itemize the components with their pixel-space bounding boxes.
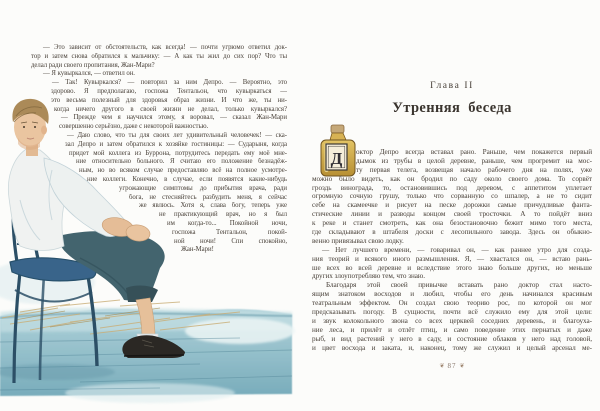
text-line: ние коллеги. Конечно, в случае, если появятся какие-нибудь	[87, 175, 287, 183]
text-line: здорово. Я предполагаю, госпожа Тентальон, что кувыркаться —	[51, 87, 287, 95]
text-line: бога, не стесняйтесь разбудить меня, я сейчас	[129, 193, 287, 201]
text-line: — Так! Кувыркался? — повторил за ним Депро. — Вероятно, это	[52, 79, 287, 87]
text-line: совершенно серьёзно, даже с некоторой важностью.	[59, 123, 209, 131]
text-line: — Прежде чем я научился этому, я воровал, — сказал Жан-Мари	[61, 114, 287, 122]
text-line: предсказывать погоду. В сущности, почти всё служило ему для этой цели:	[312, 308, 592, 317]
text-line: когда ничего другого в своей жизни не делал, только кувыркался?	[54, 105, 287, 113]
text-line: это весьма полезный для здоровья образ жизни. И что же, ты ни-	[51, 96, 287, 104]
text-line: огромную сочную грушу, только что сорванную со шпалер, а не то сидит	[312, 192, 592, 201]
fleuron-icon: ❦	[439, 363, 445, 370]
text-line: госпожа Тентальон, покой-	[172, 228, 287, 236]
text-line: себе на скамеечке и рисует на песке дорожки самые причудливые фанта-	[312, 201, 592, 210]
text-line: зал Депро и затем обратился к хозяйке гостиницы: — Сударыня, когда	[65, 140, 287, 148]
text-line: Жан-Мари!	[181, 246, 214, 254]
text-line: можно было видеть, как он бродил по саду около своего дома. То сорвёт	[312, 174, 592, 183]
text-line: Благодаря этой своей привычке вставать рано доктор стал насто-	[326, 281, 592, 290]
text-line: театральным эффектом. Он создал свою теорию рос, по которой он мог	[312, 299, 592, 308]
text-line: — Это зависит от обстоятельств, как всегда! — почти угрюмо ответил док-	[43, 44, 287, 51]
chapter-label: Глава II	[430, 81, 474, 91]
text-line: венно привязывал свою лодку.	[312, 236, 404, 245]
text-line: ше всех во всей деревне и вследствие этого знаю больше других, но меньше	[312, 263, 592, 272]
text-line: дымок из трубы в целой деревне, раньше, чем прогремит на мос-	[356, 156, 592, 165]
text-line: — Я кувыркался, — ответил он.	[43, 70, 135, 78]
text-line: им когда-то... Покойной ночи,	[167, 219, 287, 227]
text-line: угрожающие симптомы до прибытия врача, ради	[119, 184, 287, 192]
text-line: тор и затем снова обратился к мальчику: — А как ты жил до сих пор? Что ты	[31, 52, 287, 60]
text-line: ние относительно больного. Я считаю его положение безнадёж-	[76, 158, 287, 166]
text-line: где складывают в штабеля доски с лесопильного завода. Здесь он обыкно-	[312, 228, 592, 237]
fleuron-icon: ❦	[459, 363, 465, 370]
text-line: октор Депро всегда вставал рано. Раньше, чем покажется первый	[356, 148, 592, 156]
text-line: ния теорий и всякого иного размышления. Я, — хвастался он, — встаю рань-	[312, 254, 592, 263]
page-number: 87	[447, 362, 457, 370]
text-line: — Даю слово, что ты для своих лет удивительный человечек! — ска-	[67, 131, 287, 139]
chapter-title: Утренняя беседа	[392, 100, 512, 116]
dropcap-letter: Д	[330, 149, 343, 168]
page-footer	[312, 362, 592, 370]
text-line: — Нет лучшего времени, — говаривал он, — как раннее утро для созда-	[322, 245, 592, 254]
text-line: других злоупотребляю тем, что знаю.	[312, 272, 425, 281]
text-line: ным, но во всяком случае предоставляю всё на полное усмотре-	[79, 167, 287, 175]
bottle-cork	[331, 125, 344, 133]
text-line: придет мой коллега из Буррона, потрудитесь передать ему моё мне-	[69, 149, 287, 157]
text-line: и звук колокольного звона со всех церквей соседних деревень, и благоуха-	[312, 316, 592, 325]
text-line: не практикующий врач, но я был	[159, 211, 287, 219]
text-line: же явлюсь. Хотя я, слава богу, теперь уже	[139, 202, 287, 210]
text-line: ящим знатоком восходов и любил, чтобы его день начинался красивым	[312, 290, 592, 299]
text-line: ной ночи! Спи спокойно,	[174, 237, 287, 245]
page-right	[300, 0, 600, 411]
text-line: делал ради своего пропитания, Жан-Мари?	[31, 61, 155, 69]
right-page-text	[312, 148, 592, 352]
text-line: рыб, и вид растений у него в саду, и состояние облаков у него над головой,	[312, 334, 592, 343]
text-line: стические линии и разводы концом своей тросточки. А то пойдёт вниз	[312, 210, 592, 219]
left-page-text	[31, 44, 287, 255]
text-line: ту первая телега, возвещая начало рабочего дня на полях, уже	[356, 165, 592, 174]
text-line: гроздь винограда, то, остановившись под деревом, с аппетитом уплетает	[312, 183, 592, 192]
text-line: ние леса, и прилёт и отлёт птиц, и само поведение этих пернатых и даже	[312, 325, 592, 334]
text-line: к реке и станет смотреть, как она безостановочно бежит мимо того места,	[312, 219, 592, 228]
text-line: и цвет восхода и заката, и, наконец, тому же служил и целый арсенал ме-	[312, 343, 592, 352]
